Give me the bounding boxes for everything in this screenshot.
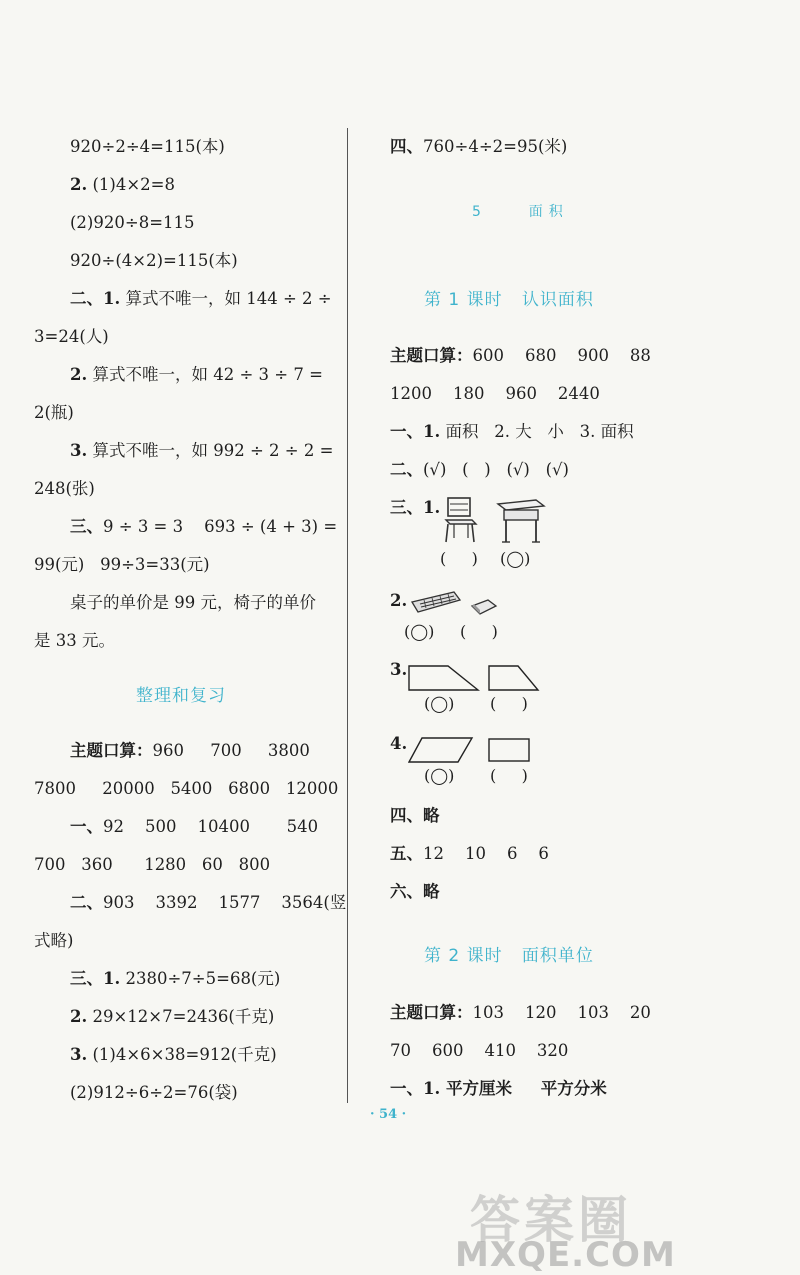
- answer-line: 桌子的单价是 99 元，椅子的单价: [70, 593, 316, 612]
- keyboard-icon: [410, 588, 462, 616]
- answer-circle: (◯): [404, 622, 435, 641]
- answer-line: 3. 算式不唯一，如 992 ÷ 2 ÷ 2 =: [70, 441, 334, 460]
- answer-line: 二、903 3392 1577 3564(竖: [70, 893, 347, 912]
- answer-line: 7800 20000 5400 6800 12000: [34, 779, 339, 798]
- column-divider: [347, 128, 348, 1103]
- answer-line: 2(瓶): [34, 403, 74, 422]
- section-title: 第 1 课时 认识面积: [424, 290, 594, 310]
- answer-line: 920÷(4×2)=115(本): [70, 251, 238, 270]
- eraser-icon: [470, 598, 498, 616]
- answer-line: 六、略: [390, 882, 440, 901]
- rectangle-shape: [488, 738, 530, 764]
- answer-line: 五、12 10 6 6: [390, 844, 549, 863]
- answer-circle: (◯): [424, 766, 455, 785]
- answer-line: (2)912÷6÷2=76(袋): [70, 1083, 238, 1102]
- answer-line: 三、1. 2380÷7÷5=68(元): [70, 969, 281, 988]
- answer-line: 2. 算式不唯一，如 42 ÷ 3 ÷ 7 =: [70, 365, 323, 384]
- answer-line: 主题口算：103 120 103 20: [390, 1003, 651, 1022]
- answer-line: 式略): [34, 931, 74, 950]
- answer-line: 一、1. 面积 2. 大 小 3. 面积: [390, 422, 634, 441]
- answer-line: 一、92 500 10400 540: [70, 817, 319, 836]
- answer-circle: (◯): [500, 549, 531, 568]
- answer-line: 3. (1)4×6×38=912(千克): [70, 1045, 277, 1064]
- answer-circle: (◯): [424, 694, 455, 713]
- desk-icon: [496, 498, 546, 544]
- answer-line: 1200 180 960 2440: [390, 384, 600, 403]
- answer-blank: ( ): [490, 766, 528, 785]
- answer-blank: ( ): [460, 622, 498, 641]
- answer-blank: ( ): [440, 549, 478, 568]
- answer-line: 3=24(人): [34, 327, 109, 346]
- section-title: 第 2 课时 面积单位: [424, 946, 594, 966]
- answer-line: 70 600 410 320: [390, 1041, 569, 1060]
- answer-line: 2. 29×12×7=2436(千克): [70, 1007, 275, 1026]
- answer-line: 二、(√) ( ) (√) (√): [390, 460, 569, 479]
- watermark-url: MXQE.COM: [455, 1235, 676, 1275]
- answer-line: 三、9 ÷ 3 = 3 693 ÷ (4 + 3) =: [70, 517, 338, 536]
- trapezoid-shape: [408, 664, 480, 692]
- question-number: 3.: [390, 660, 408, 679]
- answer-line: 700 360 1280 60 800: [34, 855, 271, 874]
- answer-line: 248(张): [34, 479, 95, 498]
- question-number: 2.: [390, 591, 408, 610]
- watermark-logo: 答案圈: [470, 1191, 632, 1249]
- answer-blank: ( ): [490, 694, 528, 713]
- answer-line: 99(元) 99÷3=33(元): [34, 555, 210, 574]
- answer-line: 是 33 元。: [34, 631, 115, 650]
- answer-line: 四、760÷4÷2=95(米): [390, 137, 568, 156]
- section-title: 整理和复习: [136, 686, 226, 706]
- page-number: · 54 ·: [370, 1107, 407, 1122]
- answer-line: (2)920÷8=115: [70, 213, 195, 232]
- answer-line: 四、略: [390, 806, 440, 825]
- answer-line: 一、1. 平方厘米 平方分米: [390, 1079, 607, 1098]
- unit-title: 5 面积: [472, 204, 569, 220]
- answer-line: 920÷2÷4=115(本): [70, 137, 225, 156]
- right-trapezoid-shape: [488, 664, 540, 692]
- question-number: 三、1.: [390, 498, 441, 517]
- answer-line: 2. (1)4×2=8: [70, 175, 175, 194]
- answer-line: 主题口算：600 680 900 88: [390, 346, 651, 365]
- answer-line: 二、1. 算式不唯一，如 144 ÷ 2 ÷: [70, 289, 332, 308]
- parallelogram-shape: [408, 736, 474, 764]
- answer-line: 主题口算：960 700 3800: [70, 741, 310, 760]
- chair-icon: [442, 496, 478, 544]
- question-number: 4.: [390, 734, 408, 753]
